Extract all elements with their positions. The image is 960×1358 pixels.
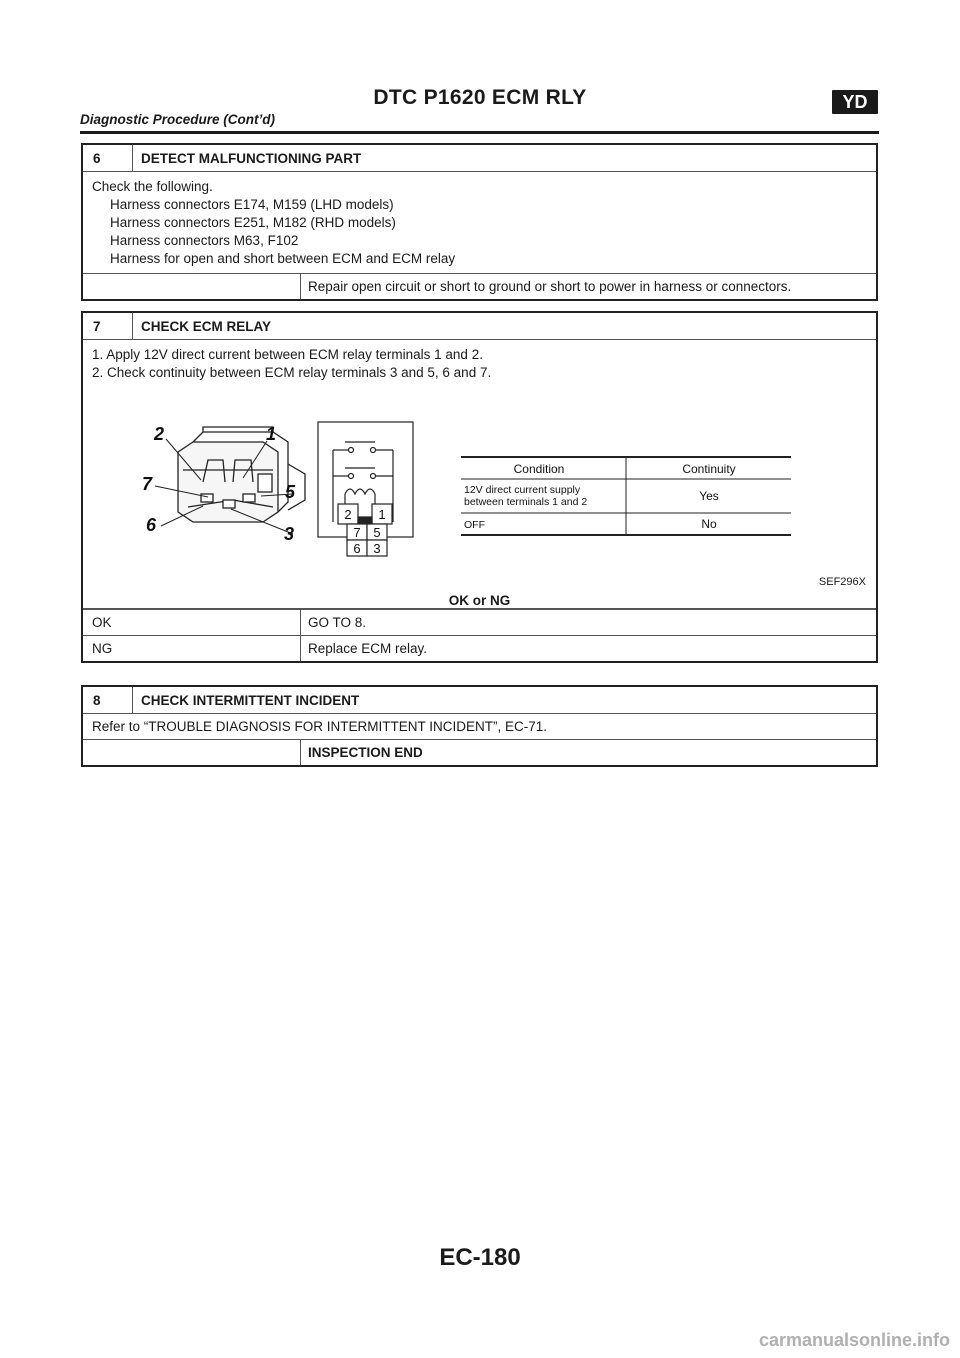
step-title: DETECT MALFUNCTIONING PART — [141, 150, 362, 166]
step-number: 7 — [83, 313, 133, 339]
relay-figure — [83, 382, 876, 609]
relay-body-drawing — [178, 427, 305, 522]
schematic-terminal: 5 — [373, 525, 381, 540]
callout-2: 2 — [154, 424, 165, 444]
table-condition: between terminals 1 and 2 — [464, 496, 588, 508]
result-row — [83, 740, 876, 765]
result-label — [83, 740, 301, 765]
step-8-box — [81, 685, 878, 767]
step-instructions — [83, 340, 876, 382]
callout-5: 5 — [285, 482, 296, 502]
instruction-line: 1. Apply 12V direct current between ECM relay terminals 1 and 2. — [92, 347, 483, 362]
page-title: DTC P1620 ECM RLY — [373, 86, 587, 109]
instruction-line: 2. Check continuity between ECM relay terminals 3 and 5, 6 and 7. — [92, 365, 492, 380]
schematic-terminal: 3 — [373, 541, 381, 556]
table-continuity: No — [701, 517, 717, 531]
result-row-ok — [83, 610, 876, 636]
result-action: Replace ECM relay. — [308, 641, 428, 656]
model-badge: YD — [832, 90, 878, 114]
step-6-box — [81, 143, 878, 301]
table-condition: OFF — [464, 519, 485, 531]
table-header-condition: Condition — [513, 462, 565, 476]
step-number: 8 — [83, 687, 133, 713]
page-subtitle: Diagnostic Procedure (Cont’d) — [80, 112, 276, 127]
step-title: CHECK INTERMITTENT INCIDENT — [141, 692, 360, 708]
table-header-continuity: Continuity — [682, 462, 736, 476]
step-header — [83, 687, 876, 714]
step-body: Refer to “TROUBLE DIAGNOSIS FOR INTERMITTENT INCIDENT”, EC-71. — [83, 714, 876, 740]
table-continuity: Yes — [699, 489, 719, 503]
check-item: Harness connectors M63, F102 — [110, 233, 299, 248]
result-row-ng — [83, 636, 876, 661]
page-number: EC-180 — [439, 1244, 521, 1271]
callout-7: 7 — [142, 474, 153, 494]
callout-6: 6 — [146, 515, 157, 535]
schematic-terminal: 6 — [353, 541, 361, 556]
ok-or-ng-label: OK or NG — [448, 593, 511, 608]
result-label: OK — [83, 610, 301, 635]
relay-illustration — [83, 382, 876, 608]
result-label — [83, 274, 301, 299]
step-7-box — [81, 311, 878, 663]
step-intro: Check the following. — [92, 179, 213, 194]
step-body — [83, 172, 876, 274]
result-action: GO TO 8. — [308, 615, 367, 630]
figure-code: SEF296X — [818, 576, 866, 588]
continuity-table — [461, 457, 791, 535]
result-row — [83, 274, 876, 299]
check-item: Harness for open and short between ECM and ECM relay — [110, 251, 456, 266]
schematic-terminal: 7 — [353, 525, 361, 540]
step-header — [83, 145, 876, 172]
check-item: Harness connectors E251, M182 (RHD models) — [110, 215, 396, 230]
result-action: INSPECTION END — [308, 745, 423, 760]
result-action: Repair open circuit or short to ground or short to power in harness or connectors. — [308, 279, 792, 294]
table-condition: 12V direct current supply — [464, 484, 581, 496]
schematic-terminal: 2 — [344, 507, 352, 522]
step-number: 6 — [83, 145, 133, 171]
result-label: NG — [83, 636, 301, 661]
check-item: Harness connectors E174, M159 (LHD models) — [110, 197, 394, 212]
header-rule — [80, 131, 879, 134]
callout-3: 3 — [284, 524, 295, 544]
watermark: carmanualsonline.info — [758, 1330, 950, 1350]
step-title: CHECK ECM RELAY — [141, 318, 272, 334]
step-header — [83, 313, 876, 340]
relay-schematic — [318, 422, 413, 556]
schematic-terminal: 1 — [378, 507, 386, 522]
callout-1: 1 — [266, 424, 277, 444]
